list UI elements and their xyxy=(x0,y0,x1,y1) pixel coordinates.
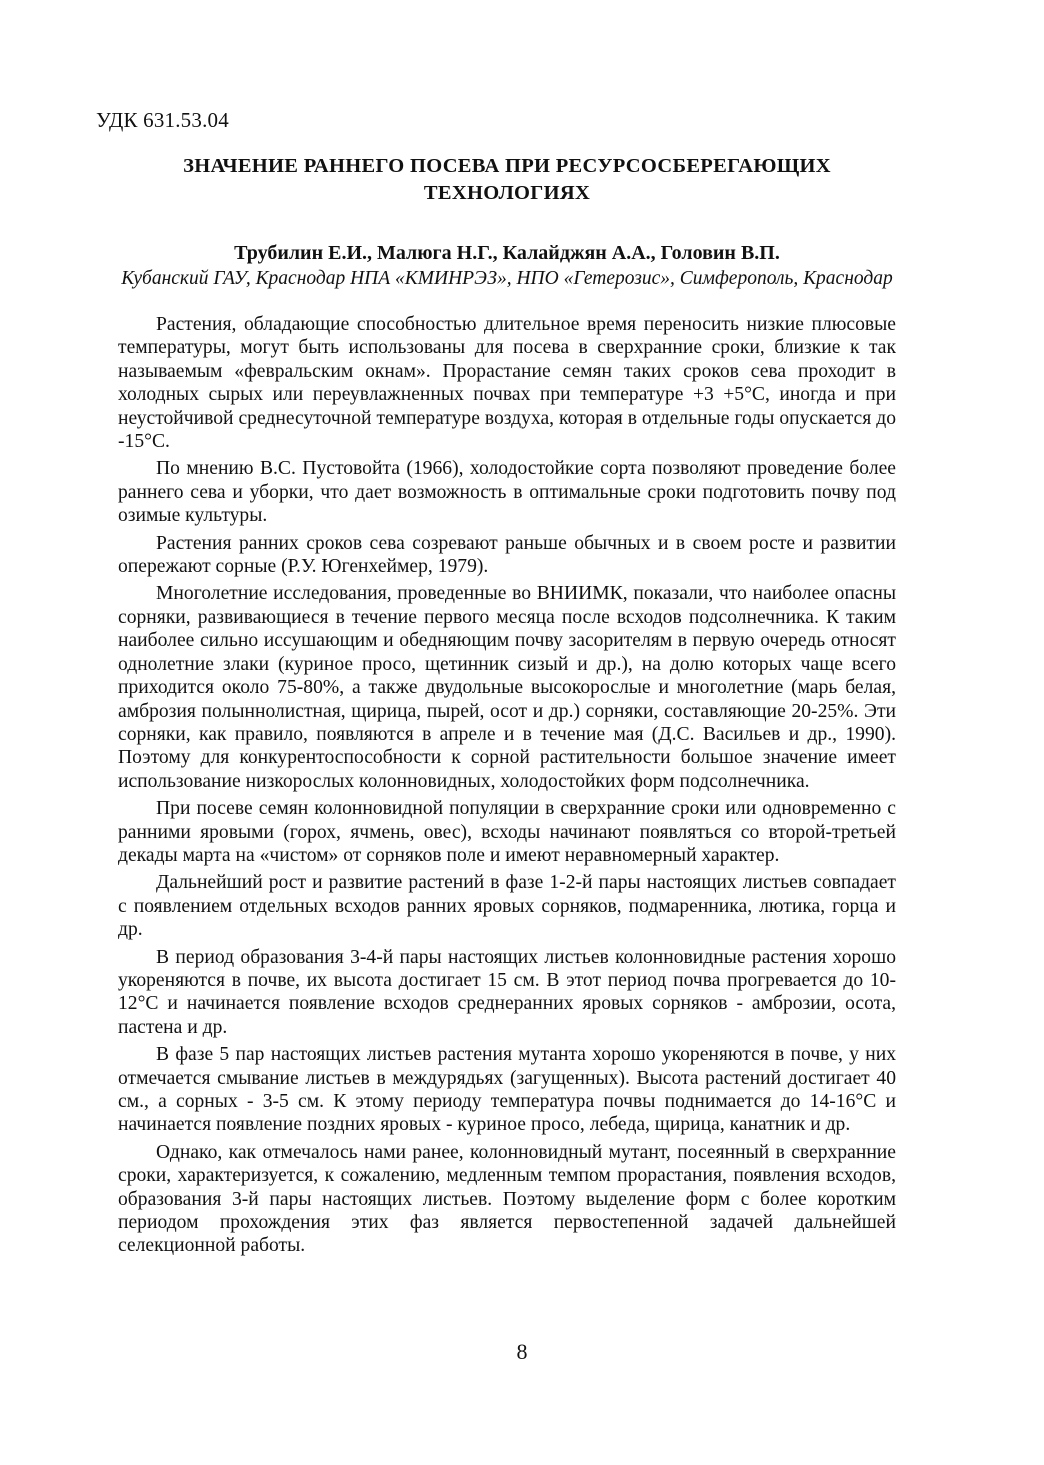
page-number: 8 xyxy=(516,1339,528,1364)
article-title-line-1: ЗНАЧЕНИЕ РАННЕГО ПОСЕВА ПРИ РЕСУРСОСБЕРЕГАЮЩИХ xyxy=(183,155,831,177)
udc-code: УДК 631.53.04 xyxy=(96,108,229,132)
affiliation-line: Кубанский ГАУ, Краснодар НПА «КМИНРЭЗ», НПО «Гетерозис», Симферополь, Краснодар xyxy=(121,268,893,289)
body-paragraph: Растения, обладающие способностью длительное время переносить низкие плюсовые температуры, могут быть использованы для посева в сверхранние сроки, близкие к так называемым «февральским окнам». Прорастание семян таких сроков сева проходит в холодных сырых или переувлажненных почвах при температуре +3 +5°С, иногда и при неустойчивой среднесуточной температуре воздуха, которая в отдельные годы опускается до -15°С. xyxy=(118,314,896,453)
body-paragraph: По мнению В.С. Пустовойта (1966), холодостойкие сорта позволяют проведение более раннего сева и уборки, что дает возможность в оптимальные сроки подготовить почву под озимые культуры. xyxy=(118,458,896,527)
article-page xyxy=(96,108,896,1262)
article-title xyxy=(118,153,896,207)
article-title-line-2: ТЕХНОЛОГИЯХ xyxy=(423,182,591,204)
body-paragraph: При посеве семян колонновидной популяции в сверхранние сроки или одновременно с ранними яровыми (горох, ячмень, овес), всходы начинают появляться со второй-третьей декады марта на «чистом» от сорняков поле и имеют неравномерный характер. xyxy=(118,798,896,866)
authors-line: Трубилин Е.И., Малюга Н.Г., Калайджян А.А., Головин В.П. xyxy=(234,242,780,264)
article-body xyxy=(118,313,896,1258)
body-paragraph: В фазе 5 пар настоящих листьев растения мутанта хорошо укореняются в почве, у них отмечается смывание листьев в междурядьях (загущенных). Высота растений достигает 40 см., а сорных - 3-5 см. К этому периоду температура почвы поднимается до 14-16°С и начинается появление поздних яровых - куриное просо, лебеда, щирица, канатник и др. xyxy=(118,1044,896,1136)
body-paragraph: Многолетние исследования, проведенные во ВНИИМК, показали, что наиболее опасны сорняки, развивающиеся в течение первого месяца после всходов подсолнечника. К таким наиболее сильно иссушающим и обедняющим почву засорителям в первую очередь относят однолетние злаки (куриное просо, щетинник сизый и др.), на долю которых чаще всего приходится около 75-80%, а также двудольные высокорослые и многолетние (марь белая, амброзия полыннолистная, щирица, пырей, осот и др.) сорняки, составляющие 20-25%. Эти сорняки, как правило, появляются в апреле и в течение мая (Д.С. Васильев и др., 1990). Поэтому для конкурентоспособности к сорной растительности большое значение имеет использование низкорослых колонновидных, холодостойких форм подсолнечника. xyxy=(118,583,896,792)
body-paragraph: Растения ранних сроков сева созревают раньше обычных и в своем росте и развитии опережают сорные (Р.У. Югенхеймер, 1979). xyxy=(118,532,896,578)
body-paragraph: Дальнейший рост и развитие растений в фазе 1-2-й пары настоящих листьев совпадает с появлением отдельных всходов ранних яровых сорняков, подмаренника, лютика, горца и др. xyxy=(118,872,896,941)
body-paragraph: Однако, как отмечалось нами ранее, колонновидный мутант, посеянный в сверхранние сроки, характеризуется, к сожалению, медленным темпом прорастания, появления всходов, образования 3-й пары настоящих листьев. Поэтому выделение форм с более коротким периодом прохождения этих фаз является первостепенной задачей дальнейшей селекционной работы. xyxy=(118,1141,896,1257)
body-paragraph: В период образования 3-4-й пары настоящих листьев колонновидные растения хорошо укореняются в почве, их высота достигает 15 см. В этот период почва прогревается до 10-12°С и начинается появление всходов среднеранних яровых сорняков - амброзии, осота, пастена и др. xyxy=(118,946,896,1038)
